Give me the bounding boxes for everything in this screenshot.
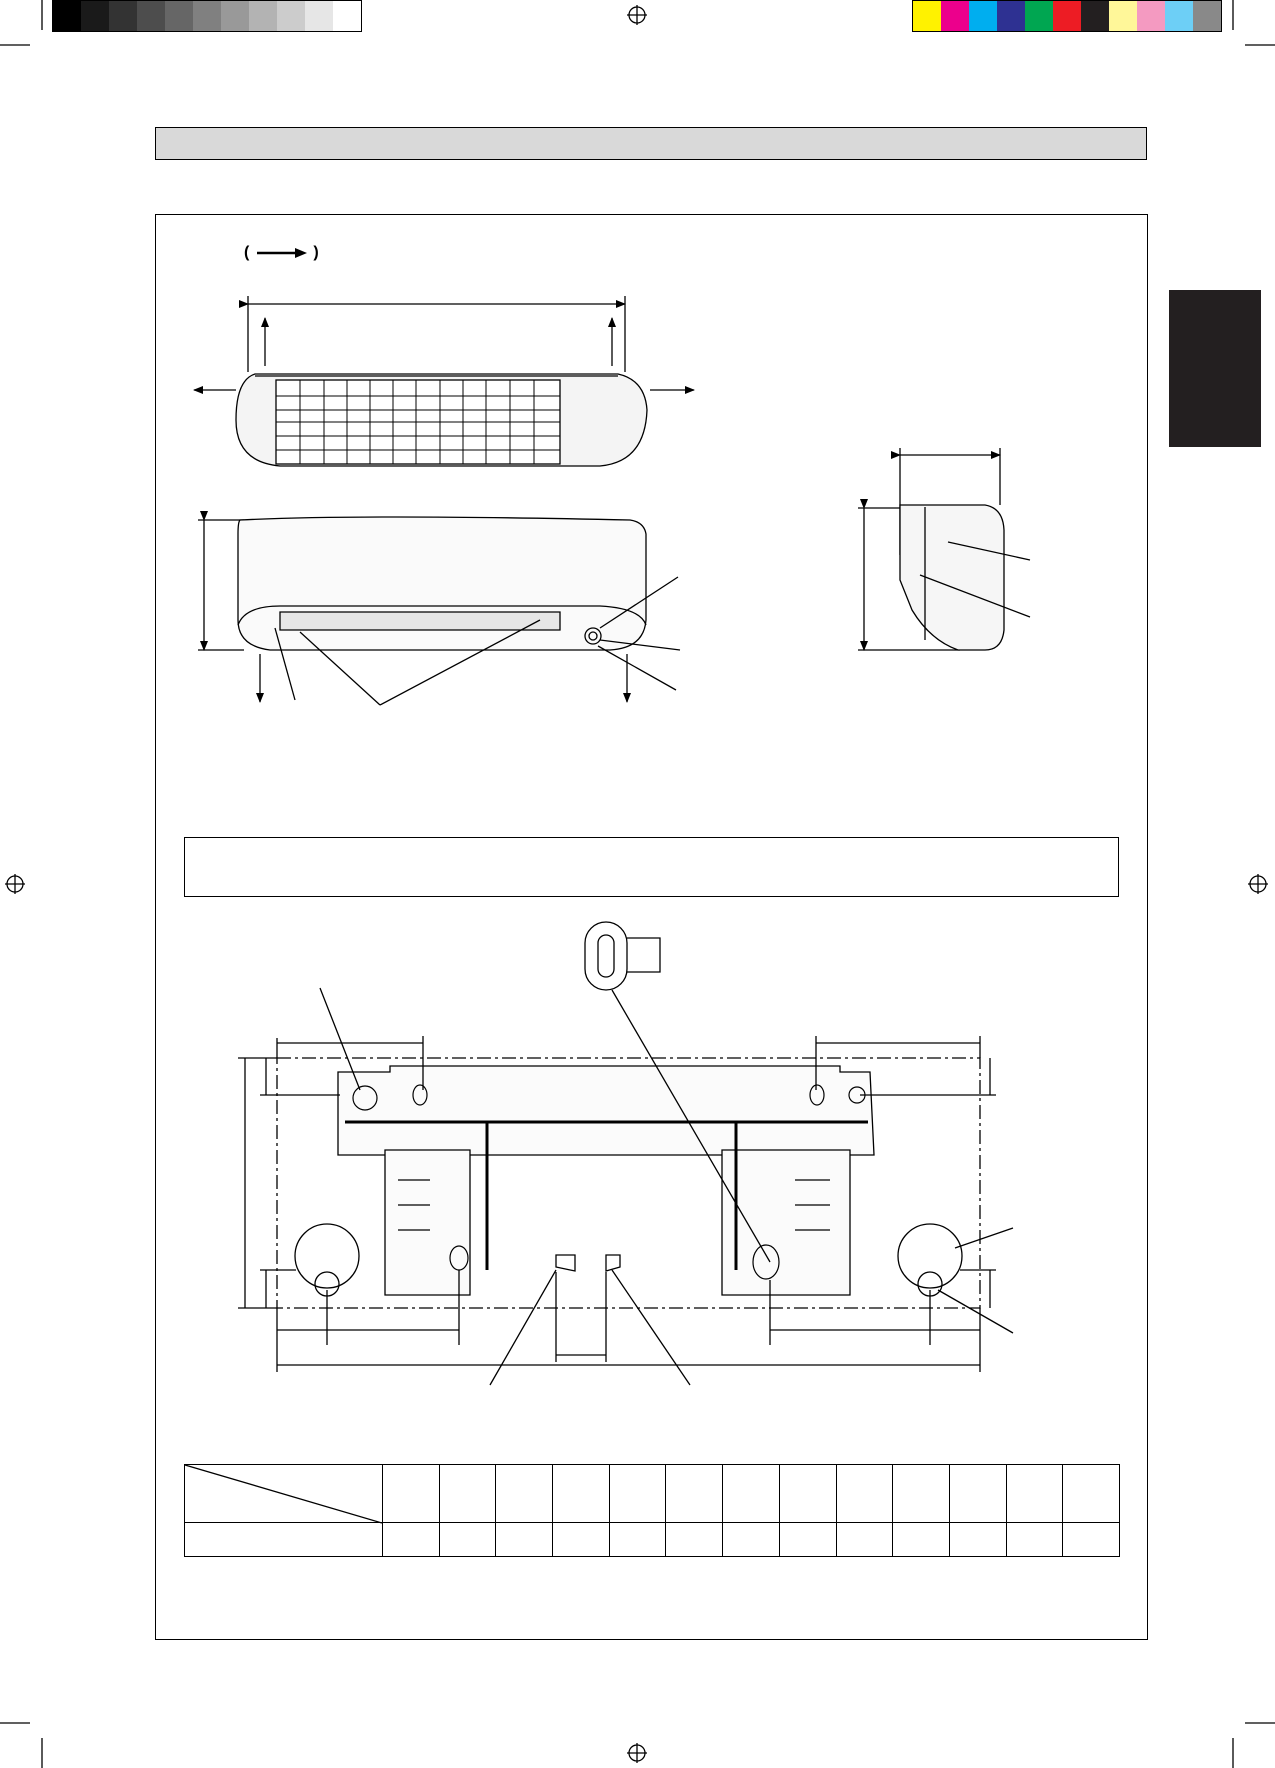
table-header-cell <box>666 1465 723 1523</box>
table-corner-cell <box>185 1465 383 1523</box>
table-header-cell <box>383 1465 440 1523</box>
table-header-cell <box>1063 1465 1120 1523</box>
table-value-cell <box>1006 1523 1063 1557</box>
table-header-cell <box>949 1465 1006 1523</box>
table-header-cell <box>836 1465 893 1523</box>
table-value-cell <box>893 1523 950 1557</box>
legend-close-paren: ) <box>313 244 319 261</box>
table-header-cell <box>496 1465 553 1523</box>
table-value-cell <box>836 1523 893 1557</box>
table-value-cell <box>1063 1523 1120 1557</box>
table-value-cell <box>779 1523 836 1557</box>
table-value-cell <box>609 1523 666 1557</box>
table-value-cell <box>383 1523 440 1557</box>
table-header-cell <box>779 1465 836 1523</box>
dimension-table <box>184 1464 1120 1557</box>
table-value-cell <box>439 1523 496 1557</box>
table-header-cell <box>553 1465 610 1523</box>
table-value-cell <box>666 1523 723 1557</box>
table-header-cell <box>1006 1465 1063 1523</box>
table-value-cell <box>949 1523 1006 1557</box>
table-value-cell <box>723 1523 780 1557</box>
table-header-cell <box>723 1465 780 1523</box>
table-header-cell <box>609 1465 666 1523</box>
table-value-cell <box>553 1523 610 1557</box>
legend-open-paren: ( <box>244 244 250 261</box>
table-header-cell <box>893 1465 950 1523</box>
table-header-cell <box>439 1465 496 1523</box>
table-row-label-cell <box>185 1523 383 1557</box>
table-value-cell <box>496 1523 553 1557</box>
